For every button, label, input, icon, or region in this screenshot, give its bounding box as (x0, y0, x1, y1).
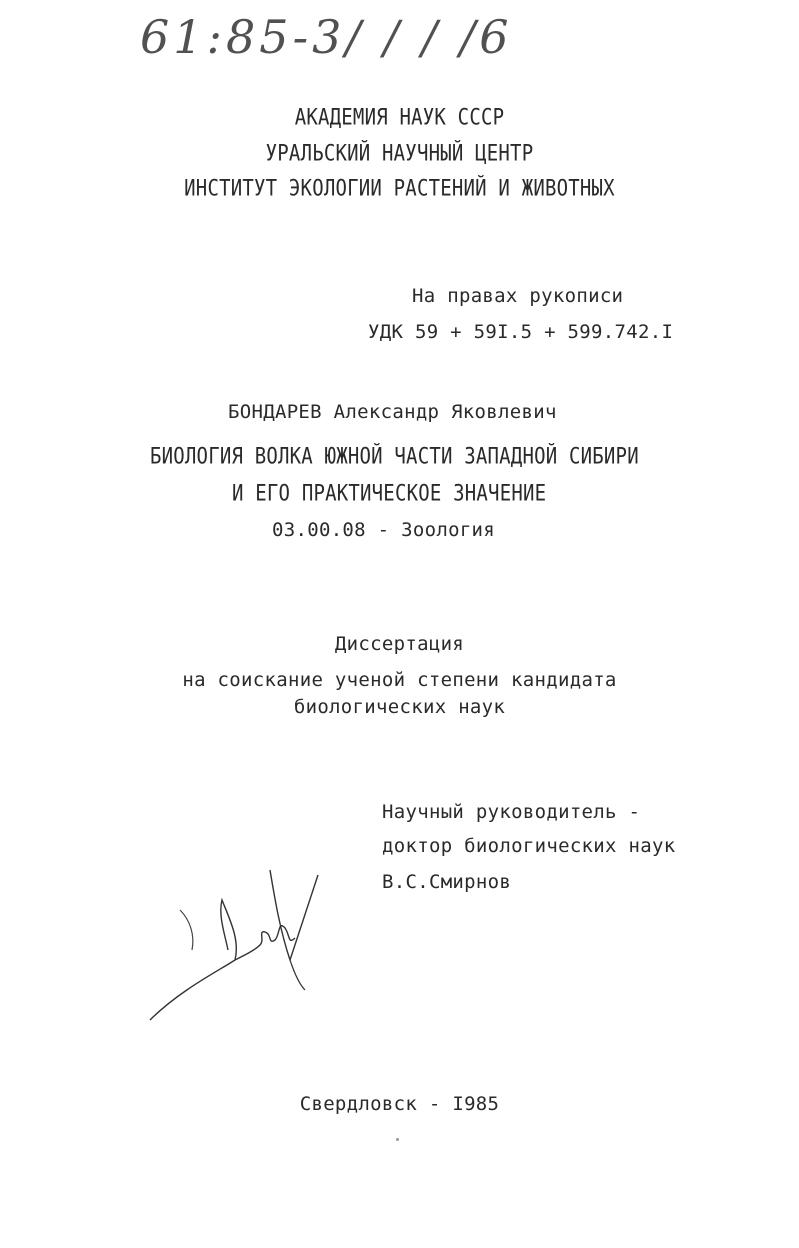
handwritten-signature (140, 860, 340, 1030)
handwritten-archive-number: 61:85-3/ / / /6 (140, 10, 513, 64)
supervisor-degree: доктор биологических наук (382, 835, 676, 857)
supervisor-name: В.С.Смирнов (382, 871, 512, 893)
scan-speck (396, 1138, 399, 1141)
institution-center: УРАЛЬСКИЙ НАУЧНЫЙ ЦЕНТР (265, 141, 534, 167)
institution-institute: ИНСТИТУТ ЭКОЛОГИИ РАСТЕНИЙ И ЖИВОТНЫХ (184, 176, 615, 202)
dissertation-title-line2: И ЕГО ПРАКТИЧЕСКОЕ ЗНАЧЕНИЕ (232, 481, 547, 507)
dissertation-title-line1: БИОЛОГИЯ ВОЛКА ЮЖНОЙ ЧАСТИ ЗАПАДНОЙ СИБИРИ (150, 444, 639, 470)
thesis-label: Диссертация (334, 633, 465, 655)
institution-academy: АКАДЕМИЯ НАУК СССР (294, 105, 505, 131)
author-name: БОНДАРЕВ Александр Яковлевич (228, 401, 557, 423)
specialty-code: 03.00.08 - Зоология (272, 519, 496, 541)
udc-code: УДК 59 + 59I.5 + 599.742.I (368, 321, 674, 343)
manuscript-rights-label: На правах рукописи (412, 285, 624, 307)
city-year: Свердловск - I985 (299, 1093, 500, 1115)
supervisor-label: Научный руководитель - (382, 801, 641, 823)
thesis-degree: на соискание ученой степени кандидата (182, 669, 617, 691)
thesis-field: биологических наук (293, 696, 506, 718)
